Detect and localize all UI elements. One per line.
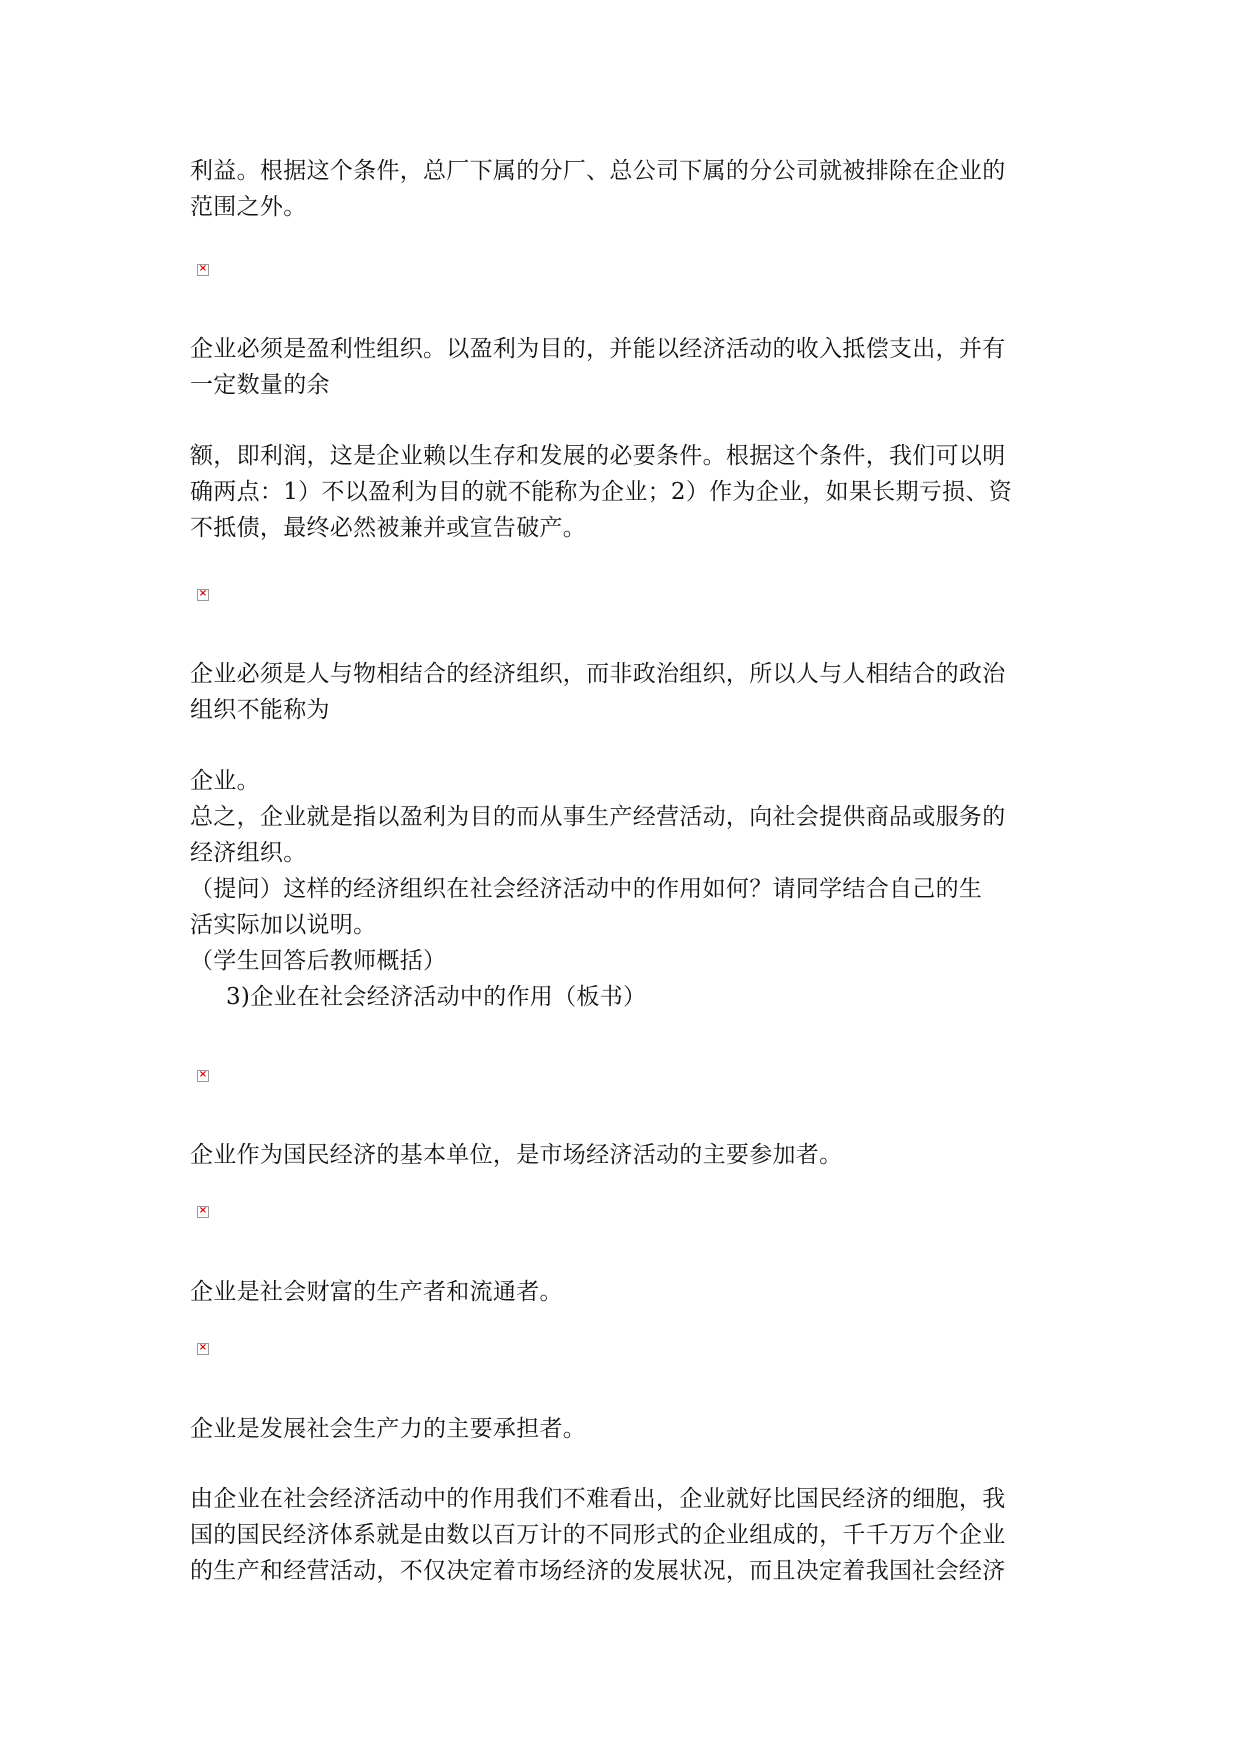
paragraph-line: 企业必须是人与物相结合的经济组织，而非政治组织，所以人与人相结合的政治 [190, 661, 1006, 687]
paragraph-line: 利益。根据这个条件，总厂下属的分厂、总公司下属的分公司就被排除在企业的 [190, 158, 1006, 184]
paragraph-line: 企业是社会财富的生产者和流通者。 [190, 1279, 563, 1305]
paragraph-line: 组织不能称为 [190, 697, 330, 723]
paragraph-line: 的生产和经营活动，不仅决定着市场经济的发展状况，而且决定着我国社会经济 [190, 1558, 1006, 1584]
broken-image-icon: × [198, 1069, 208, 1080]
paragraph-line: 企业必须是盈利性组织。以盈利为目的，并能以经济活动的收入抵偿支出，并有 [190, 336, 1006, 362]
paragraph-line: 不抵债，最终必然被兼并或宣告破产。 [190, 515, 587, 541]
paragraph-line: 额，即利润，这是企业赖以生存和发展的必要条件。根据这个条件，我们可以明 [190, 443, 1006, 469]
paragraph-line: 经济组织。 [190, 840, 307, 866]
paragraph-line: 企业作为国民经济的基本单位，是市场经济活动的主要参加者。 [190, 1142, 843, 1168]
paragraph-line: 确两点：1）不以盈利为目的就不能称为企业；2）作为企业，如果长期亏损、资 [190, 479, 1013, 505]
paragraph-line: 总之，企业就是指以盈利为目的而从事生产经营活动，向社会提供商品或服务的 [190, 804, 1006, 830]
paragraph-line: 国的国民经济体系就是由数以百万计的不同形式的企业组成的，千千万万个企业 [190, 1522, 1006, 1548]
broken-image-icon: × [198, 1342, 208, 1353]
paragraph-line: （学生回答后教师概括） [190, 948, 447, 974]
paragraph-line: 范围之外。 [190, 194, 307, 220]
paragraph-line: 3)企业在社会经济活动中的作用（板书） [226, 984, 647, 1010]
broken-image-icon: × [198, 263, 208, 274]
paragraph-line: 活实际加以说明。 [190, 912, 377, 938]
paragraph-line: 企业。 [190, 768, 260, 794]
paragraph-line: （提问）这样的经济组织在社会经济活动中的作用如何？请同学结合自己的生 [190, 876, 983, 902]
paragraph-line: 企业是发展社会生产力的主要承担者。 [190, 1416, 587, 1442]
broken-image-icon: × [198, 1205, 208, 1216]
paragraph-line: 由企业在社会经济活动中的作用我们不难看出，企业就好比国民经济的细胞，我 [190, 1486, 1006, 1512]
paragraph-line: 一定数量的余 [190, 372, 330, 398]
broken-image-icon: × [198, 588, 208, 599]
